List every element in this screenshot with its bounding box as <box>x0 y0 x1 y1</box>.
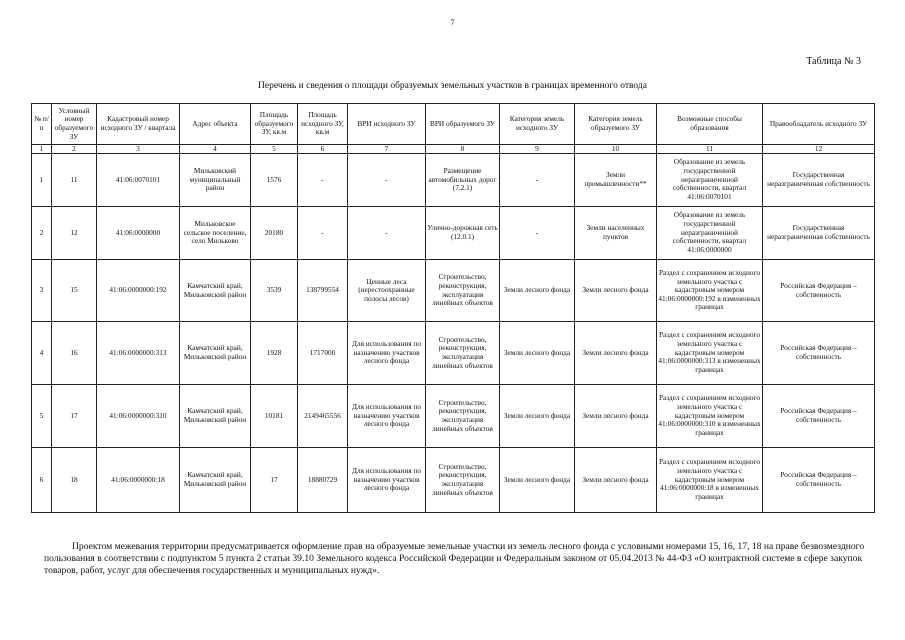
cell-owner: Российская Федерация – собственность <box>763 260 875 322</box>
document-title: Перечень и сведения о площади образуемых земельных участков в границах временного отвода <box>258 81 647 91</box>
cell-formation-method: Раздел с сохранением исходного земельного участка с кадастровым номером 41:06:0000000:18 в измененных границах <box>657 448 763 513</box>
cell-new-use: Улично-дорожная сеть (12.0.1) <box>426 207 500 260</box>
cell-cadastral-number: 41:06:0000000:313 <box>97 322 180 385</box>
cell-cadastral-number: 41:06:0000000:18 <box>97 448 180 513</box>
column-index: 9 <box>500 145 575 154</box>
cell-new-category: Земли лесного фонда <box>575 322 657 385</box>
cell-number: 4 <box>32 322 52 385</box>
column-index: 2 <box>52 145 97 154</box>
header-cell-plot-id: Условный номер образуемого ЗУ <box>52 104 97 145</box>
cell-new-category: Земли лесного фонда <box>575 385 657 448</box>
header-cell-number: № п/п <box>32 104 52 145</box>
table-row <box>32 207 875 260</box>
cell-source-use: Для использования по назначению участков лесного фонда <box>348 322 426 385</box>
cell-source-area: 138799554 <box>298 260 348 322</box>
header-cell-new-area: Площадь образуемого ЗУ, кв.м <box>251 104 298 145</box>
cell-formation-method: Образование из земель государственной неразграниченной собственности, квартал 41:06:0070101 <box>657 154 763 207</box>
cell-source-area: - <box>298 154 348 207</box>
column-index: 11 <box>657 145 763 154</box>
cell-source-category: Земли лесного фонда <box>500 448 575 513</box>
cell-number: 6 <box>32 448 52 513</box>
page-number: 7 <box>450 18 455 27</box>
column-index: 4 <box>180 145 251 154</box>
column-index: 7 <box>348 145 426 154</box>
table-row <box>32 154 875 207</box>
cell-plot-id: 17 <box>52 385 97 448</box>
table-row <box>32 322 875 385</box>
cell-owner: Российская Федерация – собственность <box>763 385 875 448</box>
cell-address: Камчатский край, Мильковский район <box>180 385 251 448</box>
cell-new-use: Строительство, реконструкция, эксплуатация линейных объектов <box>426 448 500 513</box>
cell-formation-method: Раздел с сохранением исходного земельного участка с кадастровым номером 41:06:0000000:313 в измененных границах <box>657 322 763 385</box>
cell-address: Мильковское сельское поселение, село Мильково <box>180 207 251 260</box>
cell-number: 2 <box>32 207 52 260</box>
cell-plot-id: 18 <box>52 448 97 513</box>
cell-address: Камчатский край, Мильковский район <box>180 322 251 385</box>
header-cell-cadastral-number: Кадастровый номер исходного ЗУ / квартала <box>97 104 180 145</box>
cell-source-area: 18880729 <box>298 448 348 513</box>
cell-new-area: 3539 <box>251 260 298 322</box>
explanatory-note: Проектом межевания территории предусматривается оформление прав на образуемые земельные участки из земель лесного фонда с условными номерами 15, 16, 17, 18 на праве безвозмездного пользования в соответствии с подпунктом 5 пункта 2 статьи 39.10 Земельного кодекса Российской Федерации и Федеральным законом от 05.04.2013 № 44-ФЗ «О контрактной системе в сфере закупок товаров, работ, услуг для обеспечения государственных и муниципальных нужд». <box>44 540 865 577</box>
cell-source-category: Земли лесного фонда <box>500 260 575 322</box>
cell-source-use: - <box>348 154 426 207</box>
header-cell-source-category: Категория земель исходного ЗУ <box>500 104 575 145</box>
column-index: 1 <box>32 145 52 154</box>
cell-source-use: Ценные леса (нерестоохранные полосы лесов) <box>348 260 426 322</box>
cell-source-category: - <box>500 207 575 260</box>
land-plots-table <box>31 103 875 513</box>
table-caption: Таблица № 3 <box>806 56 861 67</box>
cell-source-category: Земли лесного фонда <box>500 385 575 448</box>
cell-new-area: 10181 <box>251 385 298 448</box>
cell-source-area: 1717000 <box>298 322 348 385</box>
cell-new-category: Земли лесного фонда <box>575 260 657 322</box>
cell-new-category: Земли лесного фонда <box>575 448 657 513</box>
header-cell-owner: Правообладатель исходного ЗУ <box>763 104 875 145</box>
table-row <box>32 448 875 513</box>
cell-new-area: 17 <box>251 448 298 513</box>
cell-new-area: 1576 <box>251 154 298 207</box>
cell-address: Мильковский муниципальный район <box>180 154 251 207</box>
cell-plot-id: 15 <box>52 260 97 322</box>
cell-number: 1 <box>32 154 52 207</box>
header-cell-new-use: ВРИ образуемого ЗУ <box>426 104 500 145</box>
cell-formation-method: Образование из земель государственной неразграниченной собственности, квартал 41:06:0000000 <box>657 207 763 260</box>
cell-source-category: Земли лесного фонда <box>500 322 575 385</box>
cell-plot-id: 16 <box>52 322 97 385</box>
header-cell-source-area: Площадь исходного ЗУ, кв.м <box>298 104 348 145</box>
cell-plot-id: 11 <box>52 154 97 207</box>
cell-address: Камчатский край, Мильковский район <box>180 448 251 513</box>
cell-owner: Российская Федерация – собственность <box>763 322 875 385</box>
cell-new-area: 1928 <box>251 322 298 385</box>
cell-cadastral-number: 41:06:0070101 <box>97 154 180 207</box>
column-index: 5 <box>251 145 298 154</box>
cell-formation-method: Раздел с сохранением исходного земельного участка с кадастровым номером 41:06:0000000:310 в измененных границах <box>657 385 763 448</box>
cell-cadastral-number: 41:06:0000000:192 <box>97 260 180 322</box>
header-cell-new-category: Категория земель образуемого ЗУ <box>575 104 657 145</box>
column-index: 3 <box>97 145 180 154</box>
cell-new-use: Строительство, реконструкция, эксплуатация линейных объектов <box>426 260 500 322</box>
cell-source-area: 2149465556 <box>298 385 348 448</box>
cell-new-area: 20180 <box>251 207 298 260</box>
cell-source-category: - <box>500 154 575 207</box>
cell-number: 3 <box>32 260 52 322</box>
cell-new-use: Размещение автомобильных дорог (7.2.1) <box>426 154 500 207</box>
cell-new-category: Земли населенных пунктов <box>575 207 657 260</box>
table-row <box>32 260 875 322</box>
cell-source-use: Для использования по назначению участков лесного фонда <box>348 385 426 448</box>
column-index: 6 <box>298 145 348 154</box>
cell-new-category: Земли промышленности** <box>575 154 657 207</box>
cell-new-use: Строительство, реконструкция, эксплуатация линейных объектов <box>426 322 500 385</box>
header-cell-formation-method: Возможные способы образования <box>657 104 763 145</box>
column-index: 12 <box>763 145 875 154</box>
cell-plot-id: 12 <box>52 207 97 260</box>
header-cell-source-use: ВРИ исходного ЗУ <box>348 104 426 145</box>
cell-address: Камчатский край, Мильковский район <box>180 260 251 322</box>
column-index: 8 <box>426 145 500 154</box>
table-row <box>32 385 875 448</box>
cell-source-use: - <box>348 207 426 260</box>
header-cell-address: Адрес объекта <box>180 104 251 145</box>
cell-source-use: Для использования по назначению участков лесного фонда <box>348 448 426 513</box>
column-index-row <box>32 145 875 154</box>
column-index: 10 <box>575 145 657 154</box>
cell-cadastral-number: 41:06:0000000 <box>97 207 180 260</box>
cell-formation-method: Раздел с сохранением исходного земельного участка с кадастровым номером 41:06:0000000:192 в измененных границах <box>657 260 763 322</box>
cell-cadastral-number: 41:06:0000000:310 <box>97 385 180 448</box>
cell-source-area: - <box>298 207 348 260</box>
cell-owner: Государственная неразграниченная собственность <box>763 154 875 207</box>
cell-number: 5 <box>32 385 52 448</box>
table-header-row <box>32 104 875 145</box>
cell-owner: Государственная неразграниченная собственность <box>763 207 875 260</box>
cell-owner: Российская Федерация – собственность <box>763 448 875 513</box>
cell-new-use: Строительство, реконструкция, эксплуатация линейных объектов <box>426 385 500 448</box>
